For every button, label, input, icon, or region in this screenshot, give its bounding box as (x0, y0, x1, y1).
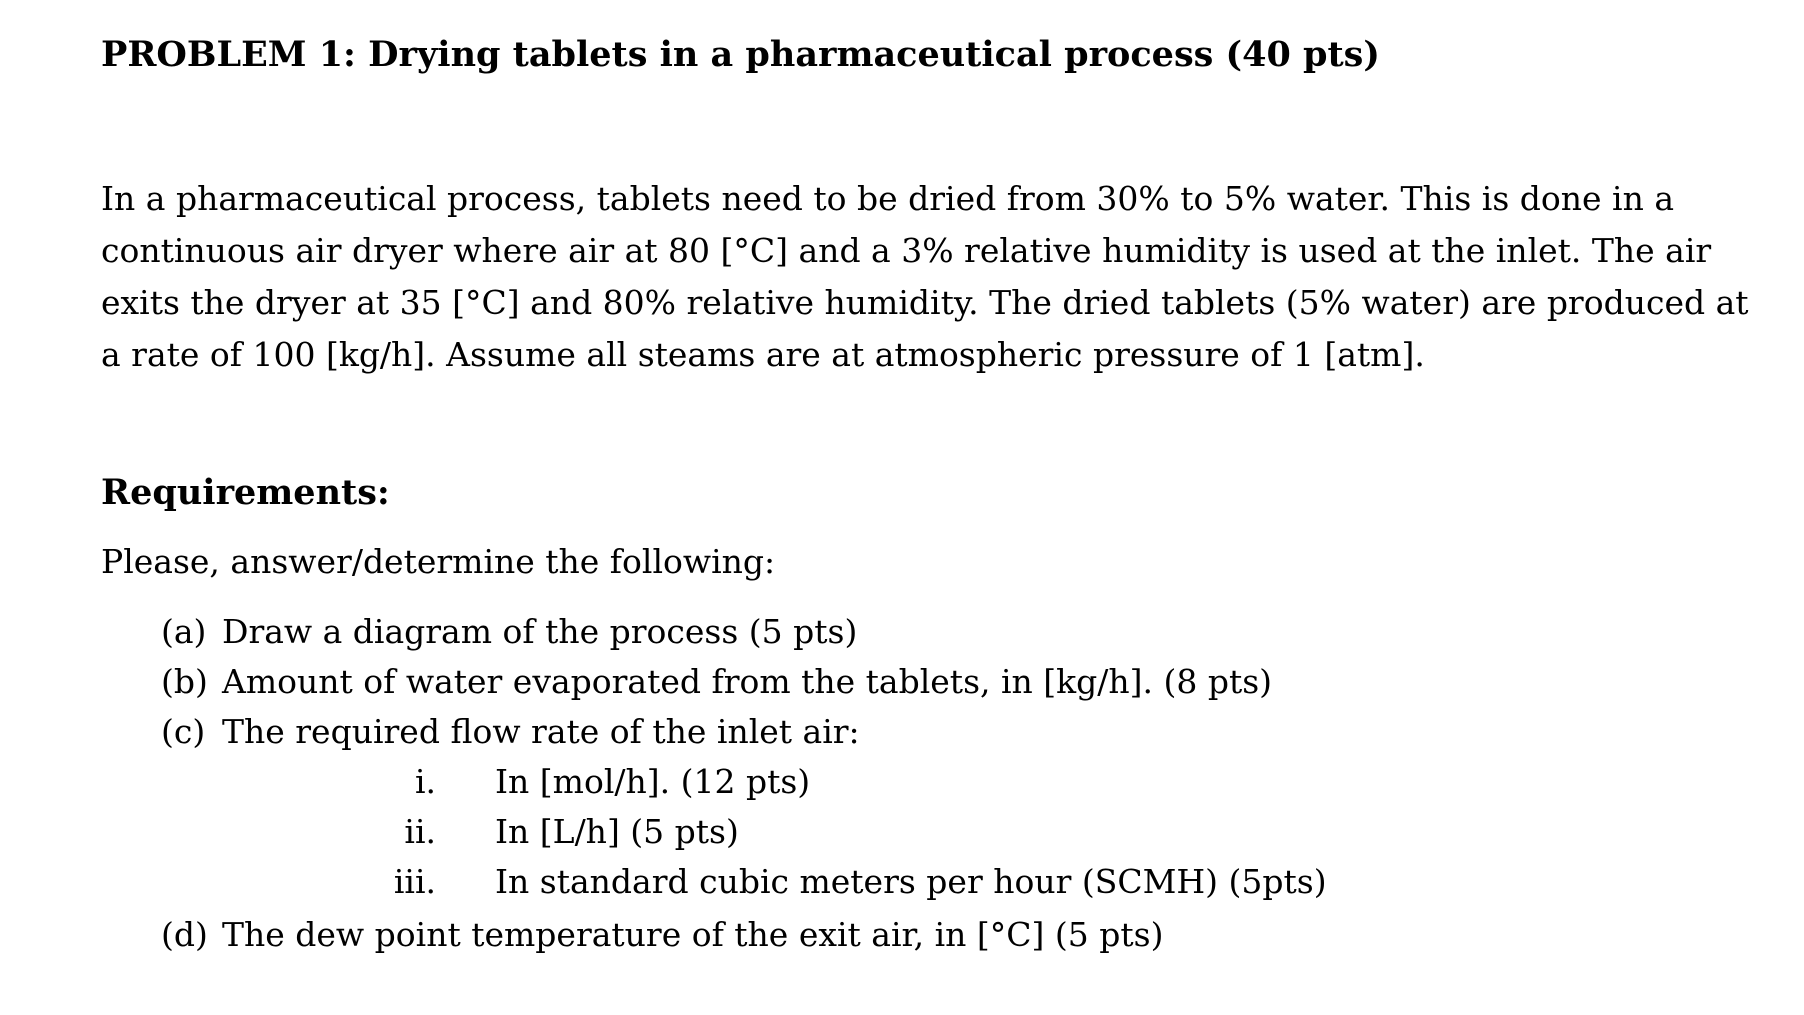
item-b-marker: (b) (161, 662, 208, 701)
problem-description (101, 173, 1749, 381)
item-a-text: Draw a diagram of the process (5 pts) (222, 612, 858, 651)
description-line-3: exits the dryer at 35 [°C] and 80% relative humidity. The dried tablets (5% water) are produced at (101, 283, 1749, 322)
description-line-1: In a pharmaceutical process, tablets need to be dried from 30% to 5% water. This is done in a (101, 179, 1674, 218)
item-d-marker: (d) (161, 915, 208, 954)
description-line-4: a rate of 100 [kg/h]. Assume all steams are at atmospheric pressure of 1 [atm]. (101, 335, 1425, 374)
item-d-text: The dew point temperature of the exit air, in [°C] (5 pts) (222, 915, 1164, 954)
problem-title: PROBLEM 1: Drying tablets in a pharmaceutical process (40 pts) (101, 34, 1380, 75)
subitem-i-text: In [mol/h]. (12 pts) (495, 762, 811, 801)
item-a-marker: (a) (161, 612, 207, 651)
subitem-iii-marker: iii. (393, 862, 436, 901)
subitem-ii-marker: ii. (404, 812, 436, 851)
subitem-ii-text: In [L/h] (5 pts) (495, 812, 739, 851)
item-b-text: Amount of water evaporated from the tablets, in [kg/h]. (8 pts) (222, 662, 1273, 701)
requirements-intro: Please, answer/determine the following: (101, 542, 776, 581)
subitem-i-marker: i. (414, 762, 436, 801)
subitem-iii-text: In standard cubic meters per hour (SCMH) (5pts) (495, 862, 1327, 901)
item-c-marker: (c) (161, 712, 206, 751)
requirements-heading: Requirements: (101, 472, 390, 513)
description-line-2: continuous air dryer where air at 80 [°C] and a 3% relative humidity is used at the inlet. The air (101, 231, 1712, 270)
item-c-text: The required flow rate of the inlet air: (222, 712, 860, 751)
